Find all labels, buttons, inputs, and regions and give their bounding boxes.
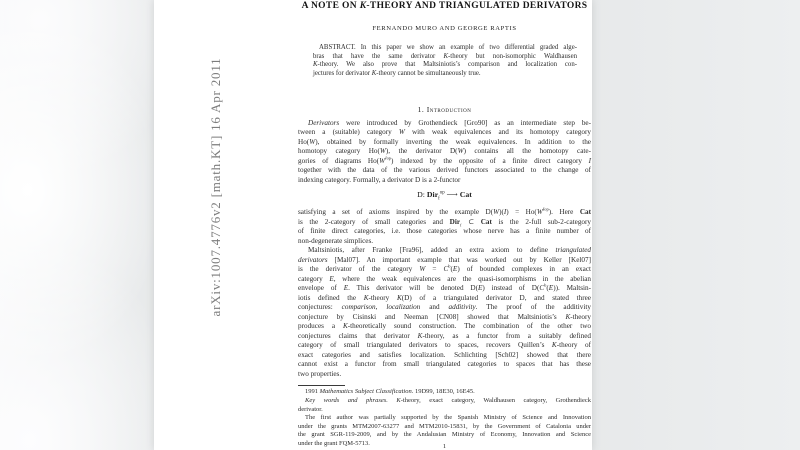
footnote-rule — [298, 385, 345, 386]
section-heading-introduction: 1. Introduction — [417, 104, 472, 114]
page-number: 1 — [442, 443, 447, 450]
text-line: is the derivator of the category $W = C^b(E)$ of bounded complexes in an exact — [298, 263, 592, 274]
text-line: conjectures claims that derivator K-theory, as a functor from a suitably defined — [298, 331, 591, 340]
text-line: gories of diagrams $Ho(W^{Iop})$ indexed by the opposite of a finite direct category I — [298, 155, 591, 165]
text-line: category of small triangulated derivators to spaces, recovers Quillen’s K-theory of — [298, 341, 591, 350]
text-line: cannot exist a functor from small triangulated categories to spaces that has these — [298, 360, 591, 369]
text-line: Maltsiniotis, after Franke [Fra96], added an extra axiom to define triangulated — [308, 246, 591, 255]
text-line: Derivators were introduced by Grothendieck [Gro90] as an intermediate step be- — [308, 118, 591, 127]
text-line: conjecture by Cisinski and Neeman [CN08] showed that Maltsiniotis’s K-theory — [298, 312, 591, 321]
intro-paragraph-2 — [298, 246, 591, 379]
text-line: jectures for derivator K-theory cannot be simultaneously true. — [313, 70, 481, 78]
footnotes-block — [298, 388, 591, 448]
text-line: under the grant FQM-5713. — [298, 439, 370, 447]
derivator-equation: D: Dir$_f^{op}$ ⟶ Cat — [417, 189, 472, 202]
paper-title: A NOTE ON K-THEORY AND TRIANGULATED DERIVATORS — [301, 1, 588, 11]
paper-page — [154, 0, 592, 450]
text-line: derivators [Mal07]. An important example that was worked out by Keller [Kel07] — [298, 255, 591, 264]
text-line: conjectures: comparison, localization and additivity. The proof of the additivity — [298, 303, 591, 312]
abstract-block — [313, 44, 577, 79]
text-line: two properties. — [298, 369, 342, 378]
text-line: is the 2-category of small categories and Dir$_f$ ⊂ Cat is the 2-full sub-2-category — [298, 217, 591, 228]
text-line: Ho(W), obtained by formally inverting the weak equivalences. In addition to the — [298, 137, 591, 146]
intro-paragraph-1b — [298, 208, 591, 246]
text-line: satisfying a set of axioms inspired by the example $D(W)(I) = Ho(W^{Iop})$. Here Cat — [298, 206, 592, 217]
text-line: produces a K-theoretically sound construction. The combination of the other two — [298, 322, 592, 331]
text-line: derivator. — [298, 405, 323, 413]
paper-content — [298, 0, 591, 448]
text-line: together with the data of the various derived functors associated to the change of — [298, 166, 591, 175]
text-line: ABSTRACT. In this paper we show an example of two differential graded alge- — [319, 44, 577, 51]
text-line: The first author was partially supported by the Spanish Ministry of Science and Innovation — [305, 414, 591, 422]
text-line: Key words and phrases. K-theory, exact category, Waldhausen category, Grothendieck — [305, 396, 591, 404]
text-line: bras that have the same derivator K-theory but non-isomorphic Waldhausen — [313, 52, 577, 60]
text-line: envelope of E. This derivator will be denoted D(E) instead of $D(C^b(E))$. Maltsin- — [298, 282, 591, 293]
arxiv-watermark: arXiv:1007.4776v2 [math.KT] 16 Apr 2011 — [208, 57, 223, 317]
paper-authors: FERNANDO MURO AND GEORGE RAPTIS — [372, 25, 517, 32]
text-line: tween a (suitable) category W with weak equivalences and its homotopy category — [298, 128, 591, 137]
text-line: non-degenerate simplices. — [298, 236, 374, 245]
text-line: indexing category. Formally, a derivator D is a 2-functor — [298, 175, 461, 184]
intro-paragraph-1a — [298, 119, 591, 186]
text-line: under the grants MTM2007-63277 and MTM2010-15831, by the Government of Catalonia under — [298, 422, 591, 430]
text-line: iotis defined the K-theory K(D) of a triangulated derivator D, and stated three — [298, 293, 592, 302]
text-line: K-theory. We also prove that Maltsiniotis’s comparison and localization con- — [313, 61, 577, 69]
text-line: homotopy category Ho(W), the derivator D(W) contains all the homotopy cate- — [298, 147, 591, 156]
text-line: category E, where the weak equivalences are the quasi-isomorphisms in the abelian — [298, 274, 591, 283]
text-line: 1991 Mathematics Subject Classification. 19D99, 18E30, 16E45. — [305, 388, 475, 396]
text-line: exact categories and satisfies localization. Schlichting [Sch02] showed that there — [298, 350, 591, 359]
text-line: the grant SGR-119-2009, and by the Andalusian Ministry of Economy, Innovation and Science — [298, 431, 591, 439]
text-line: of finite direct categories, i.e. those categories whose nerve has a finite number of — [298, 227, 591, 236]
